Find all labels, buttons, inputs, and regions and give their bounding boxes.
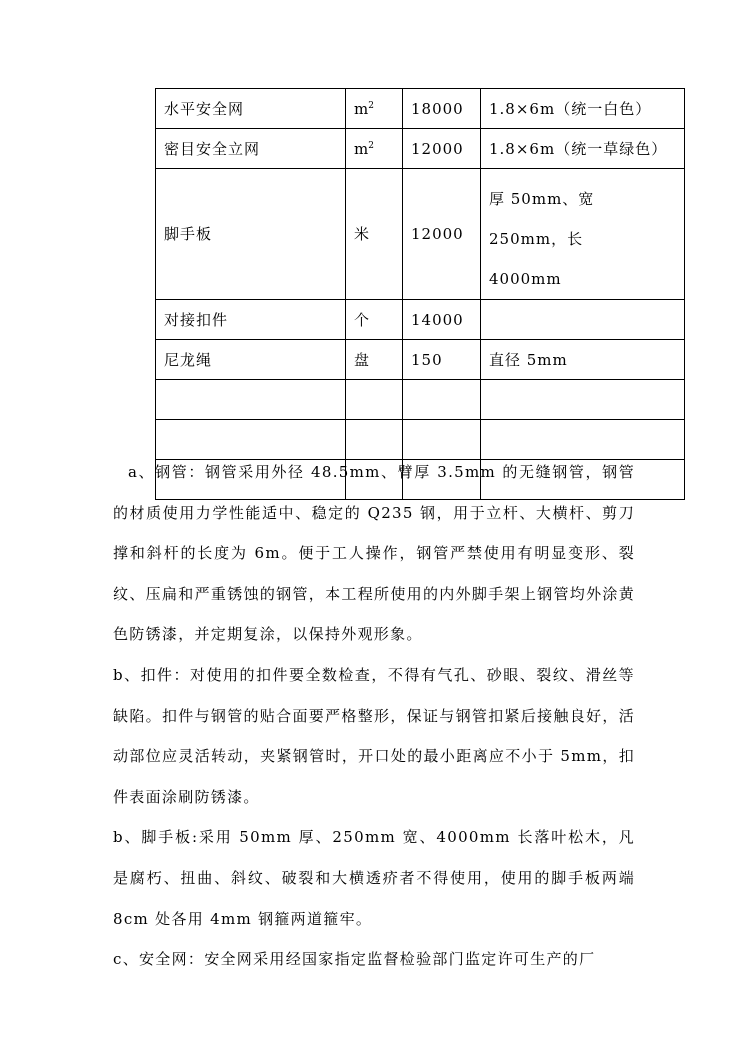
table-row (156, 340, 685, 380)
quantity-cell: 12000 (403, 129, 481, 169)
unit-cell: 盘 (346, 340, 403, 380)
empty-cell (346, 380, 403, 420)
quantity-cell: 12000 (403, 169, 481, 300)
unit-cell (346, 129, 403, 169)
paragraph-fastener: b、扣件：对使用的扣件要全数检查，不得有气孔、砂眼、裂纹、滑丝等缺陷。扣件与钢管的贴合面要严格整形，保证与钢管扣紧后接触良好，活动部位应灵活转动，夹紧钢管时，开口处的最小距离应不小于 5mm，扣件表面涂刷防锈漆。 (113, 665, 635, 806)
paragraph-safety-net: c、安全网：安全网采用经国家指定监督检验部门监定许可生产的厂 (113, 950, 596, 969)
quantity-cell: 18000 (403, 89, 481, 129)
description-line-2: 4000mm (489, 270, 562, 288)
empty-cell (156, 380, 346, 420)
table-row (156, 89, 685, 129)
description-cell: 1.8×6m（统一草绿色） (481, 129, 685, 169)
quantity-cell: 150 (403, 340, 481, 380)
material-name-cell: 尼龙绳 (156, 340, 346, 380)
quantity-cell: 14000 (403, 300, 481, 340)
empty-cell (403, 380, 481, 420)
table-row (156, 129, 685, 169)
paragraph-steel-pipe: a、钢管：钢管采用外径 48.5mm、臂厚 3.5mm 的无缝钢管，钢管的材质使用力学性能适中、稳定的 Q235 钢，用于立杆、大横杆、剪刀撑和斜杆的长度为 6m。便于工人操作，钢管严禁使用有明显变形、裂纹、压扁和严重锈蚀的钢管，本工程所使用的内外脚手架上钢管均外涂黄色防锈漆，并定期复涂，以保持外观形象。 (113, 463, 635, 644)
empty-table-row (156, 380, 685, 420)
empty-cell (481, 380, 685, 420)
unit-superscript: 2 (368, 140, 375, 151)
unit-superscript: 2 (368, 100, 375, 111)
material-name-cell: 密目安全立网 (156, 129, 346, 169)
description-line-1: 厚 50mm、宽 250mm，长 (489, 190, 595, 248)
unit-cell (346, 89, 403, 129)
body-text (113, 452, 635, 980)
table-row (156, 169, 685, 300)
material-name-cell: 水平安全网 (156, 89, 346, 129)
paragraph-scaffold-board: b、脚手板:采用 50mm 厚、250mm 宽、4000mm 长落叶松木，凡是腐朽、扭曲、斜纹、破裂和大横透疥者不得使用，使用的脚手板两端 8cm 处各用 4mm 钢箍两道箍牢。 (113, 828, 635, 928)
unit-cell: 个 (346, 300, 403, 340)
description-cell (481, 169, 685, 300)
material-name-cell: 对接扣件 (156, 300, 346, 340)
description-cell (481, 300, 685, 340)
unit-base: m (354, 99, 369, 118)
description-cell: 1.8×6m（统一白色） (481, 89, 685, 129)
material-name-cell: 脚手板 (156, 169, 346, 300)
table-row (156, 300, 685, 340)
unit-cell: 米 (346, 169, 403, 300)
unit-base: m (354, 139, 369, 158)
description-cell: 直径 5mm (481, 340, 685, 380)
materials-table (155, 88, 685, 500)
